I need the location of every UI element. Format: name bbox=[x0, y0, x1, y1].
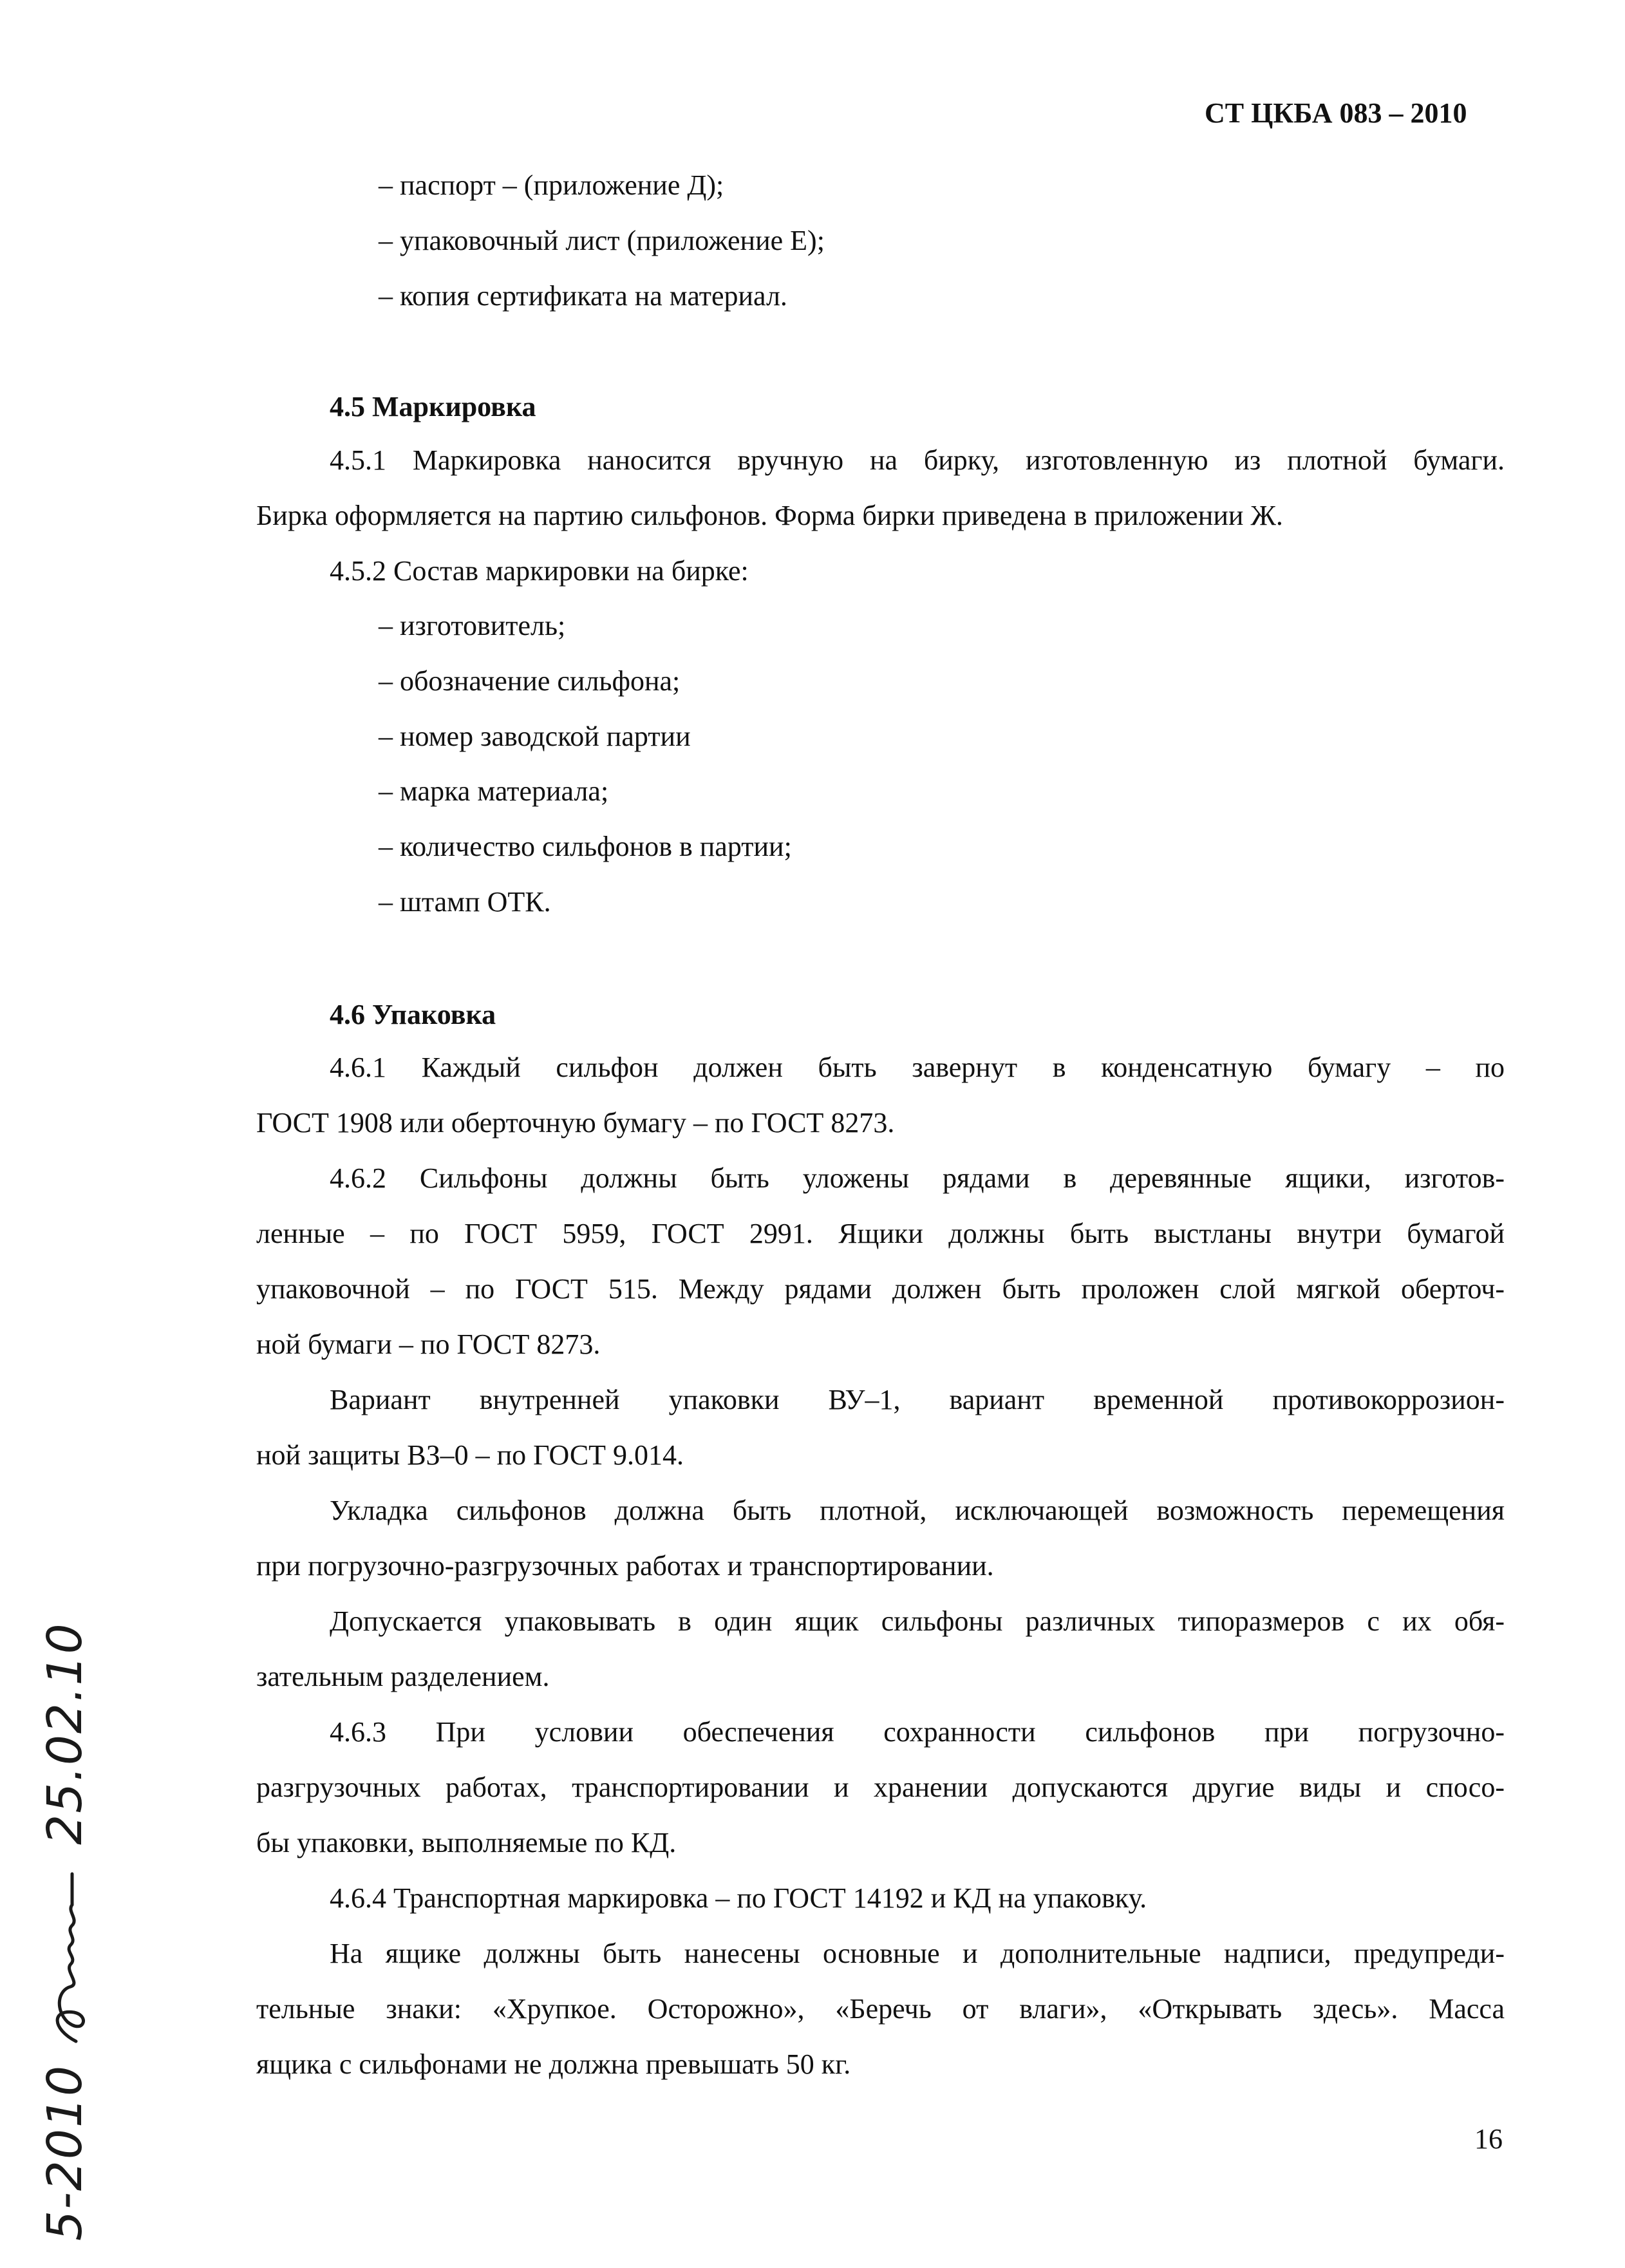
paragraph-line: Допускается упаковывать в один ящик сильфоны различных типоразмеров с их обя- bbox=[330, 1605, 1505, 1637]
paragraph-line: 4.6.3 При условии обеспечения сохранности сильфонов при погрузочно- bbox=[330, 1716, 1505, 1748]
paragraph-line: На ящике должны быть нанесены основные и дополнительные надписи, предупреди- bbox=[330, 1938, 1505, 1969]
paragraph-line: упаковочной – по ГОСТ 515. Между рядами должен быть проложен слой мягкой оберточ- bbox=[256, 1273, 1505, 1305]
list-item: – штамп ОТК. bbox=[379, 886, 551, 918]
paragraph-line: разгрузочных работах, транспортировании и хранении допускаются другие виды и спосо- bbox=[256, 1772, 1505, 1803]
paragraph-line: 4.6.1 Каждый сильфон должен быть завернут в конденсатную бумагу – по bbox=[330, 1052, 1505, 1083]
list-item: – марка материала; bbox=[379, 775, 609, 807]
list-item: – упаковочный лист (приложение Е); bbox=[379, 225, 825, 256]
paragraph-line: Бирка оформляется на партию сильфонов. Форма бирки приведена в приложении Ж. bbox=[256, 500, 1283, 531]
list-item: – количество сильфонов в партии; bbox=[379, 831, 792, 862]
signature-icon bbox=[45, 1861, 90, 2048]
section-heading-4-5: 4.5 Маркировка bbox=[330, 391, 536, 422]
list-item: – паспорт – (приложение Д); bbox=[379, 169, 724, 201]
paragraph-line: ГОСТ 1908 или оберточную бумагу – по ГОСТ 8273. bbox=[256, 1107, 895, 1139]
list-item: – копия сертификата на материал. bbox=[379, 280, 787, 312]
paragraph-line: бы упаковки, выполняемые по КД. bbox=[256, 1827, 677, 1858]
paragraph-line: Укладка сильфонов должна быть плотной, исключающей возможность перемещения bbox=[330, 1495, 1505, 1526]
paragraph-line: Вариант внутренней упаковки ВУ–1, вариант временной противокоррозион- bbox=[330, 1384, 1505, 1415]
paragraph-line: 4.5.1 Маркировка наносится вручную на бирку, изготовленную из плотной бумаги. bbox=[330, 444, 1505, 476]
paragraph-line: ной бумаги – по ГОСТ 8273. bbox=[256, 1328, 601, 1360]
document-code: СТ ЦКБА 083 – 2010 bbox=[1205, 97, 1467, 129]
paragraph-line: ящика с сильфонами не должна превышать 50 кг. bbox=[256, 2048, 851, 2080]
list-item: – обозначение сильфона; bbox=[379, 665, 681, 697]
paragraph-line: зательным разделением. bbox=[256, 1661, 550, 1692]
section-heading-4-6: 4.6 Упаковка bbox=[330, 999, 496, 1030]
paragraph-line: ной защиты ВЗ–0 – по ГОСТ 9.014. bbox=[256, 1439, 684, 1471]
handwritten-date: 25.02.10 bbox=[37, 1622, 93, 1845]
paragraph-line: 4.6.4 Транспортная маркировка – по ГОСТ 14192 и КД на упаковку. bbox=[330, 1882, 1147, 1914]
handwritten-number: 5-2010 bbox=[37, 2064, 93, 2241]
list-item: – изготовитель; bbox=[379, 610, 566, 641]
paragraph-line: при погрузочно-разгрузочных работах и транспортировании. bbox=[256, 1550, 994, 1582]
list-item: – номер заводской партии bbox=[379, 721, 691, 752]
paragraph-line: ленные – по ГОСТ 5959, ГОСТ 2991. Ящики должны быть выстланы внутри бумагой bbox=[256, 1218, 1505, 1249]
page-number: 16 bbox=[1474, 2123, 1503, 2155]
paragraph-line: 4.5.2 Состав маркировки на бирке: bbox=[330, 555, 749, 587]
paragraph-line: 4.6.2 Сильфоны должны быть уложены рядами в деревянные ящики, изготов- bbox=[330, 1162, 1505, 1194]
handwritten-registration-note bbox=[37, 1622, 93, 2241]
paragraph-line: тельные знаки: «Хрупкое. Осторожно», «Беречь от влаги», «Открывать здесь». Масса bbox=[256, 1993, 1505, 2025]
